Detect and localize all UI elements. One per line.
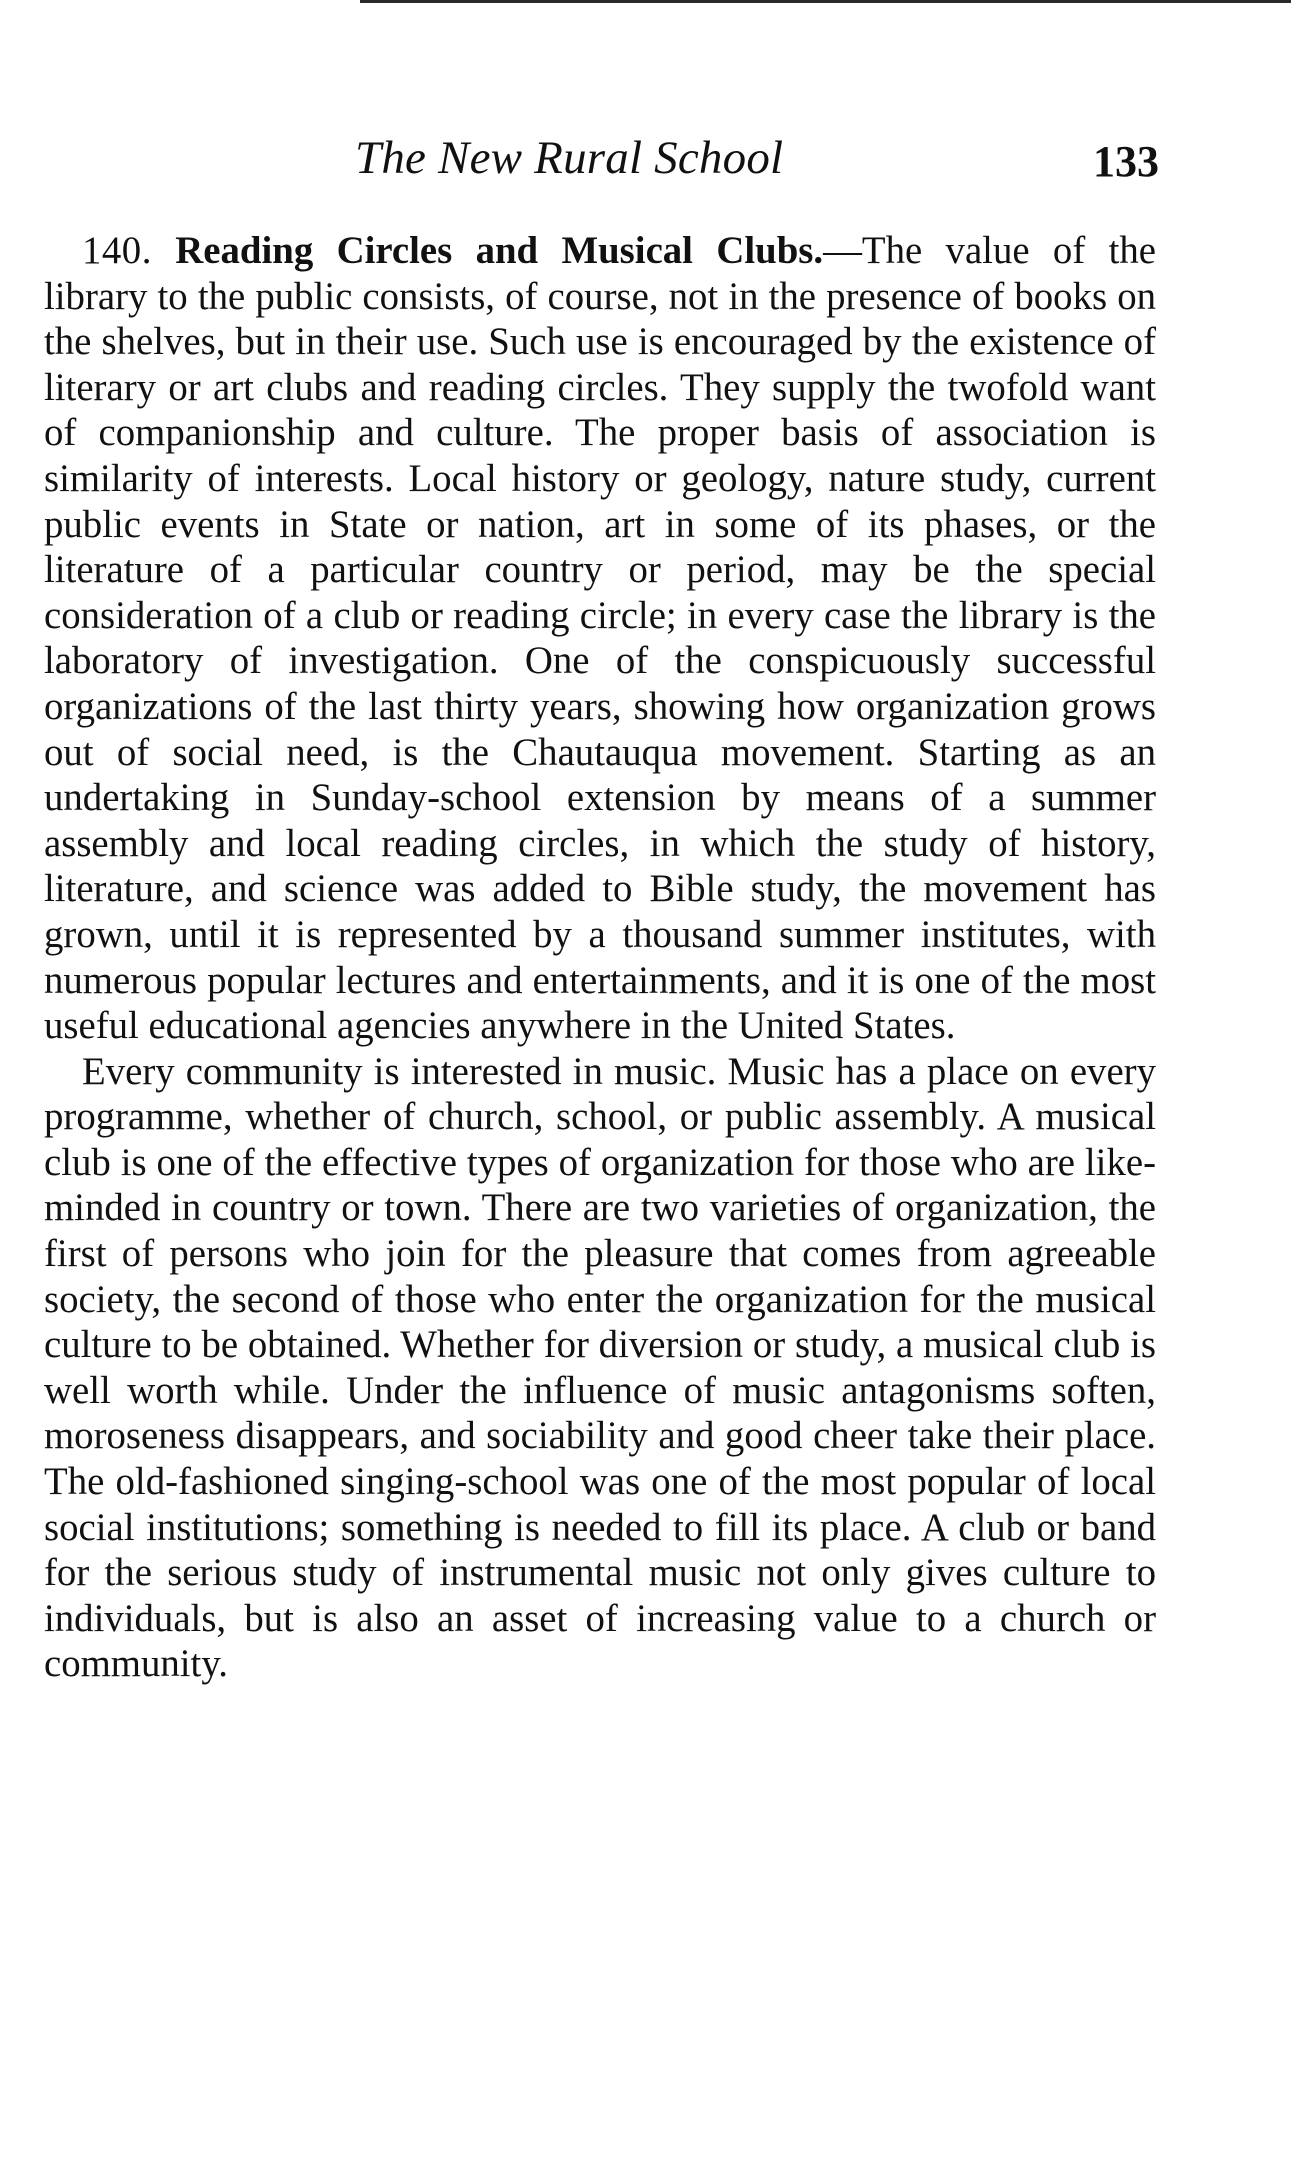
section-number: 140. xyxy=(82,229,152,272)
paragraph-1-text: The value of the library to the public consists, of course, not in the presence of books on the shelves, but in their use. Such use is encouraged by the existence of literary or art clubs and reading circles. They supply the twofold want of companionship and culture. The proper basis of association is similarity of interests. Local history or geology, nature study, current public events in State or nation, art in some of its phases, or the literature of a particular country or period, may be the special consideration of a club or reading circle; in every case the library is the laboratory of investigation. One of the conspicuously successful organizations of the last thirty years, showing how organization grows out of social need, is the Chautauqua movement. Starting as an undertaking in Sunday-school extension by means of a summer assembly and local reading circles, in which the study of history, literature, and science was added to Bible study, the movement has grown, until it is represented by a thousand summer institutes, with numerous popular lectures and entertainments, and it is one of the most useful educational agencies anywhere in the United States. xyxy=(44,229,1156,1048)
section-title: Reading Circles and Musical Clubs. xyxy=(175,229,824,272)
body-text xyxy=(44,228,1156,1687)
running-title: The New Rural School xyxy=(355,132,784,184)
section-dash: — xyxy=(823,229,862,272)
page-header xyxy=(0,128,1291,188)
paragraph-2: Every community is interested in music. Music has a place on every programme, whether of church, school, or public assembly. A musical club is one of the effective types of organization for those who are like-minded in country or town. There are two varieties of organization, the first of persons who join for the pleasure that comes from agreeable society, the second of those who enter the organization for the musical culture to be obtained. Whether for diversion or study, a musical club is well worth while. Under the influence of music antagonisms soften, moroseness disappears, and sociability and good cheer take their place. The old-fashioned singing-school was one of the most popular of local social institutions; something is needed to fill its place. A club or band for the serious study of instrumental music not only gives culture to individuals, but is also an asset of increasing value to a church or community. xyxy=(44,1049,1156,1686)
paragraph-1 xyxy=(44,228,1156,1049)
page-number: 133 xyxy=(1093,137,1159,186)
top-edge-rule xyxy=(360,0,1291,3)
